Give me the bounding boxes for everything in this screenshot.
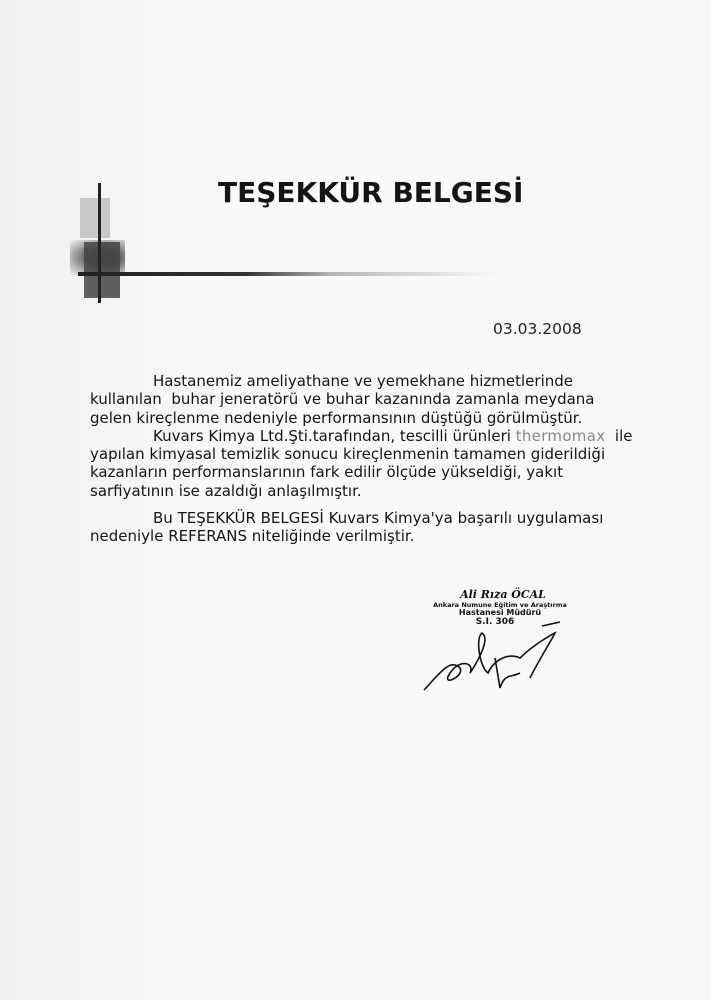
horizontal-rule (78, 272, 498, 276)
paragraph-line: Bu TEŞEKKÜR BELGESİ Kuvars Kimya'ya başarılı uygulaması (153, 509, 604, 528)
signatory-title: Hastanesi Müdürü (458, 608, 542, 617)
signatory-code: S.I. 306 (475, 617, 515, 627)
brand-name: thermomax (515, 426, 606, 445)
vertical-rule (98, 183, 101, 303)
signatory-name: Ali Rıza ÖCAL (460, 588, 546, 601)
paragraph-line: kullanılan buhar jeneratörü ve buhar kazanında zamanla meydana (90, 390, 595, 409)
paragraph-line: yapılan kimyasal temizlik sonucu kireçlenmenin tamamen giderildiği (90, 445, 606, 464)
dark-block-icon (84, 242, 120, 298)
document-body (90, 372, 633, 546)
paragraph-line: nedeniyle REFERANS niteliğinde verilmiştir. (90, 527, 415, 546)
paragraph-line (136, 426, 633, 445)
paragraph-line: kazanların performanslarının fark edilir ölçüde yükseldiği, yakıt (90, 463, 564, 482)
paragraph-line: Hastanemiz ameliyathane ve yemekhane hizmetlerinde (153, 372, 573, 390)
gray-block-icon (80, 198, 110, 238)
document-title: TEŞEKKÜR BELGESİ (218, 176, 524, 209)
signature-block (420, 588, 570, 698)
handwritten-signature-icon (420, 618, 570, 698)
document-date: 03.03.2008 (493, 320, 582, 338)
text-run: ile (605, 426, 633, 445)
paragraph-line: gelen kireçlenme nedeniyle performansının düştüğü görülmüştür. (90, 408, 583, 427)
signatory-org: Ankara Numune Eğitim ve Araştırma (433, 601, 567, 609)
paragraph-line: sarfiyatının ise azaldığı anlaşılmıştır. (90, 481, 362, 500)
text-run: Kuvars Kimya Ltd.Şti.tarafından, tescilli ürünleri (153, 426, 516, 445)
